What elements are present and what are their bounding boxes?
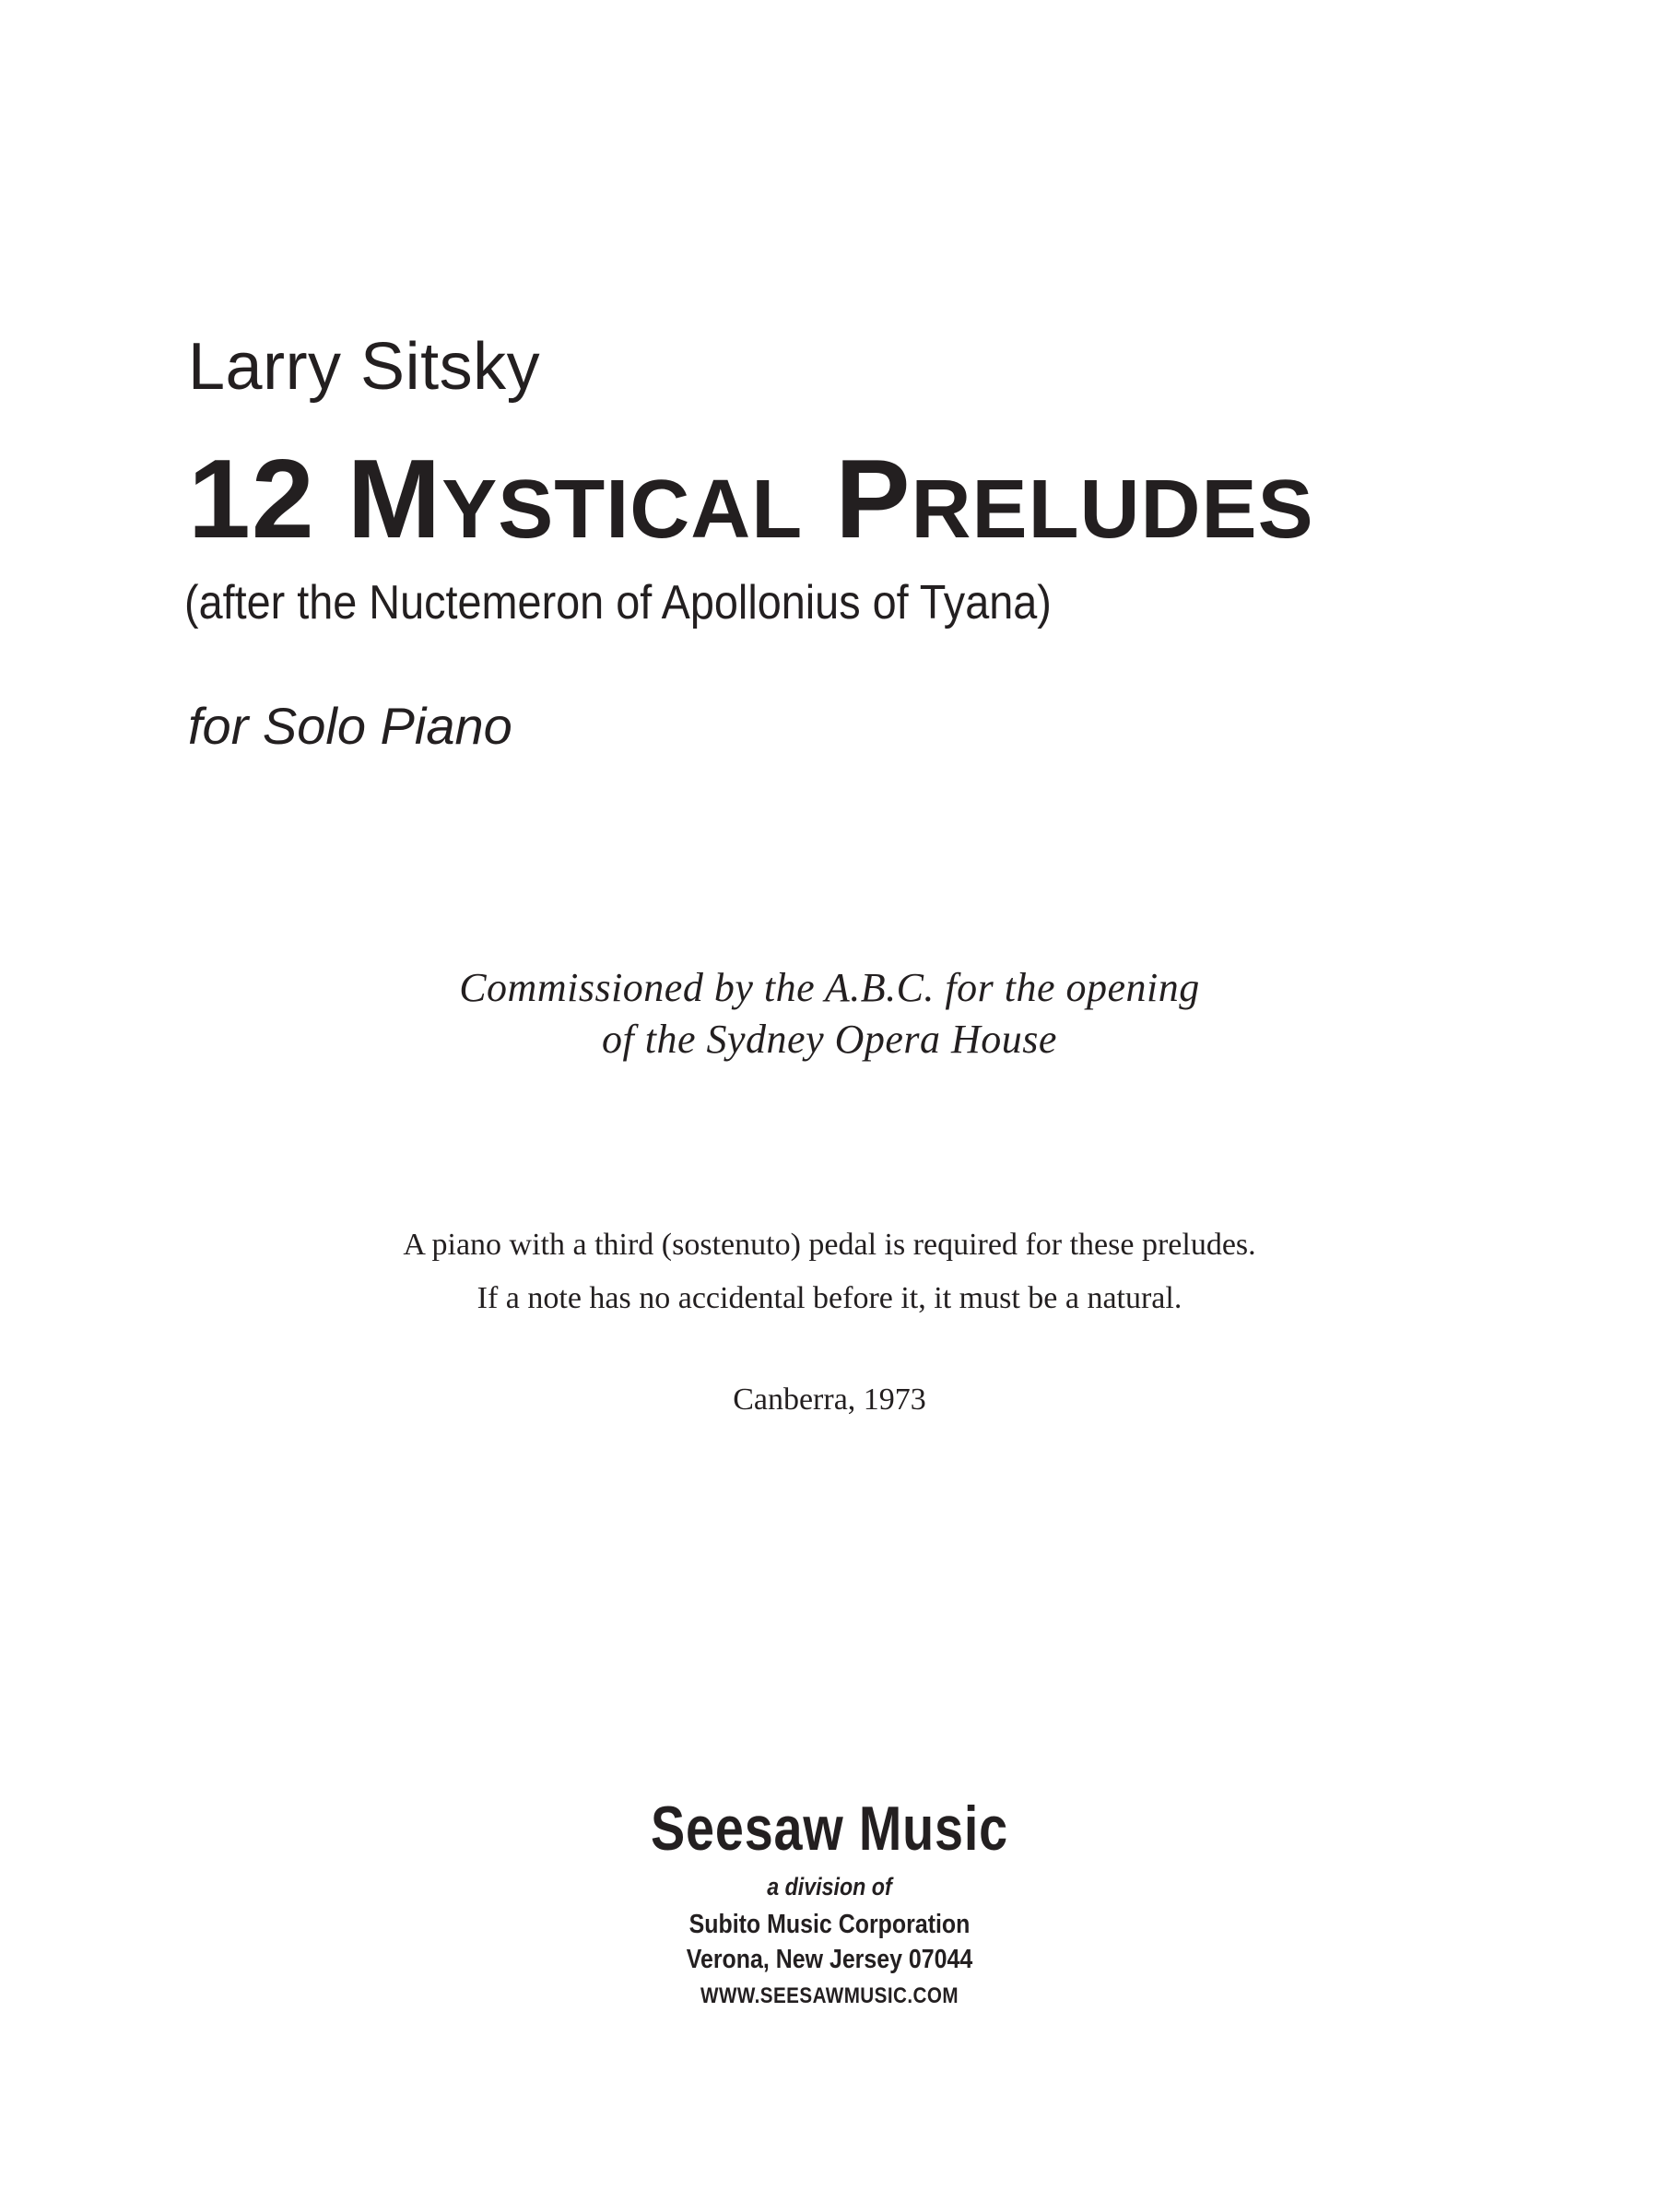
publisher-name: Seesaw Music (651, 1794, 1008, 1864)
dedication-line-2: of the Sydney Opera House (602, 1017, 1057, 1062)
instrumentation: for Solo Piano (188, 697, 512, 755)
performance-note-1: A piano with a third (sostenuto) pedal is required for these preludes. (403, 1228, 1256, 1262)
performance-note-2: If a note has no accidental before it, it must be a natural. (477, 1281, 1182, 1315)
composer-name: Larry Sitsky (188, 330, 541, 404)
work-title (188, 436, 1314, 561)
work-subtitle: (after the Nuctemeron of Apollonius of Tyana) (184, 576, 1052, 629)
publisher-corporation: Subito Music Corporation (688, 1910, 971, 1939)
title-word-preludes: PRELUDES (835, 436, 1314, 561)
place-date: Canberra, 1973 (733, 1382, 926, 1417)
dedication-line-1: Commissioned by the A.B.C. for the opening (459, 965, 1200, 1010)
title-word-mystical: MYSTICAL (347, 436, 804, 561)
publisher-address: Verona, New Jersey 07044 (686, 1945, 973, 1974)
publisher-url: WWW.SEESAWMUSIC.COM (700, 1983, 959, 2008)
publisher-division: a division of (767, 1873, 892, 1900)
title-number: 12 (188, 436, 315, 561)
